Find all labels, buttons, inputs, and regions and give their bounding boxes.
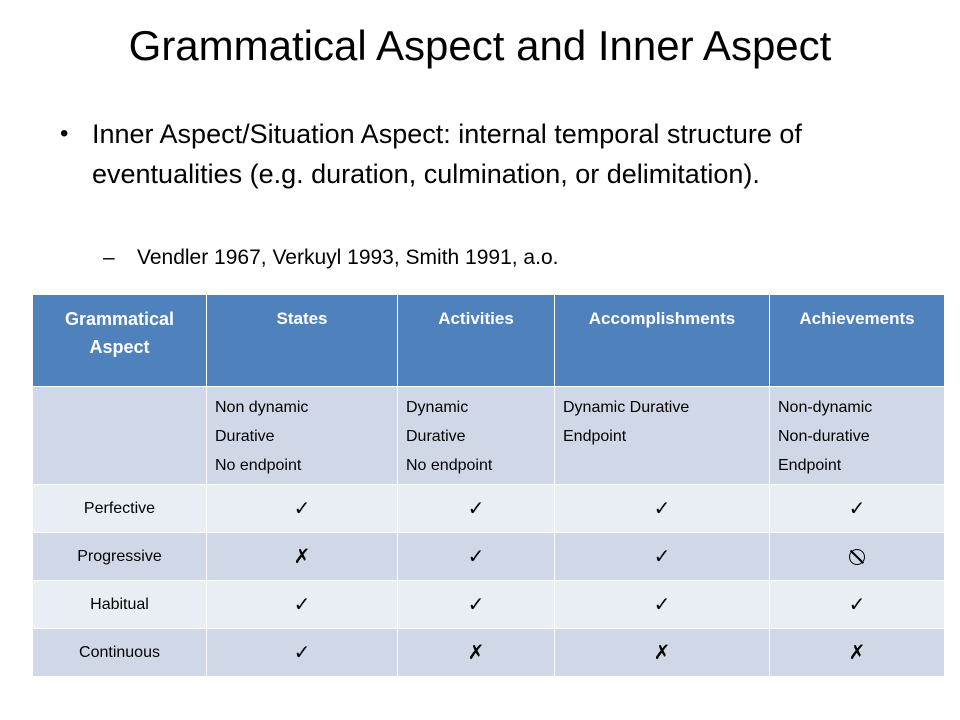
- mark-cell: [770, 581, 945, 629]
- header-accomplishments: Accomplishments: [555, 295, 770, 387]
- description-activities: [398, 387, 555, 485]
- row-label: Habitual: [33, 581, 207, 629]
- row-label: Perfective: [33, 485, 207, 533]
- mark-cell: [398, 629, 555, 677]
- slide-title: Grammatical Aspect and Inner Aspect: [128, 22, 832, 69]
- null-circle-icon: [849, 549, 865, 565]
- mark-cell: [770, 485, 945, 533]
- table-header-row: [33, 295, 945, 387]
- cross-icon: ✗: [848, 640, 866, 664]
- check-icon: ✓: [293, 592, 311, 616]
- check-icon: ✓: [653, 592, 671, 616]
- main-bullet: [60, 114, 892, 194]
- mark-cell: [207, 629, 398, 677]
- table-row: [33, 533, 945, 581]
- check-icon: ✓: [467, 496, 485, 520]
- description-achievements: [770, 387, 945, 485]
- description-line: Endpoint: [563, 428, 627, 445]
- description-line: Dynamic Durative: [563, 399, 690, 416]
- cross-icon: ✗: [293, 544, 311, 568]
- sub-bullet-marker: –: [103, 246, 115, 269]
- mark-cell: [207, 581, 398, 629]
- mark-cell: [398, 485, 555, 533]
- table-row: [33, 581, 945, 629]
- mark-cell: [770, 533, 945, 581]
- description-line: Dynamic: [406, 399, 469, 416]
- description-empty-cell: [33, 387, 207, 485]
- sub-bullet: [103, 244, 559, 272]
- description-accomplishments: [555, 387, 770, 485]
- mark-cell: [555, 581, 770, 629]
- check-icon: ✓: [293, 640, 311, 664]
- table-row: [33, 485, 945, 533]
- mark-cell: [555, 629, 770, 677]
- header-achievements: Achievements: [770, 295, 945, 387]
- mark-cell: [398, 533, 555, 581]
- row-label: Continuous: [33, 629, 207, 677]
- description-line: No endpoint: [406, 457, 493, 474]
- mark-cell: [770, 629, 945, 677]
- aspect-table: [32, 294, 945, 677]
- check-icon: ✓: [848, 496, 866, 520]
- mark-cell: [207, 485, 398, 533]
- mark-cell: [207, 533, 398, 581]
- description-row: [33, 387, 945, 485]
- header-states: States: [207, 295, 398, 387]
- bullet-marker: •: [60, 120, 69, 147]
- mark-cell: [555, 533, 770, 581]
- header-grammatical-aspect: Grammatical Aspect: [33, 295, 207, 387]
- cross-icon: ✗: [653, 640, 671, 664]
- row-label: Progressive: [33, 533, 207, 581]
- description-line: Non-durative: [778, 428, 870, 445]
- description-line: No endpoint: [215, 457, 302, 474]
- description-line: Durative: [406, 428, 466, 445]
- check-icon: ✓: [467, 544, 485, 568]
- description-line: Non-dynamic: [778, 399, 873, 416]
- sub-bullet-text: Vendler 1967, Verkuyl 1993, Smith 1991, a.o.: [137, 246, 559, 269]
- check-icon: ✓: [653, 544, 671, 568]
- description-line: Durative: [215, 428, 275, 445]
- check-icon: ✓: [467, 592, 485, 616]
- table-row: [33, 629, 945, 677]
- main-bullet-text: Inner Aspect/Situation Aspect: internal temporal structure of eventualities (e.g. duration, culmination, or delimitation).: [92, 119, 802, 189]
- description-line: Endpoint: [778, 457, 842, 474]
- mark-cell: [555, 485, 770, 533]
- mark-rows: [33, 485, 945, 677]
- cross-icon: ✗: [467, 640, 485, 664]
- description-states: [207, 387, 398, 485]
- check-icon: ✓: [653, 496, 671, 520]
- mark-cell: [398, 581, 555, 629]
- check-icon: ✓: [293, 496, 311, 520]
- header-activities: Activities: [398, 295, 555, 387]
- description-line: Non dynamic: [215, 399, 309, 416]
- check-icon: ✓: [848, 592, 866, 616]
